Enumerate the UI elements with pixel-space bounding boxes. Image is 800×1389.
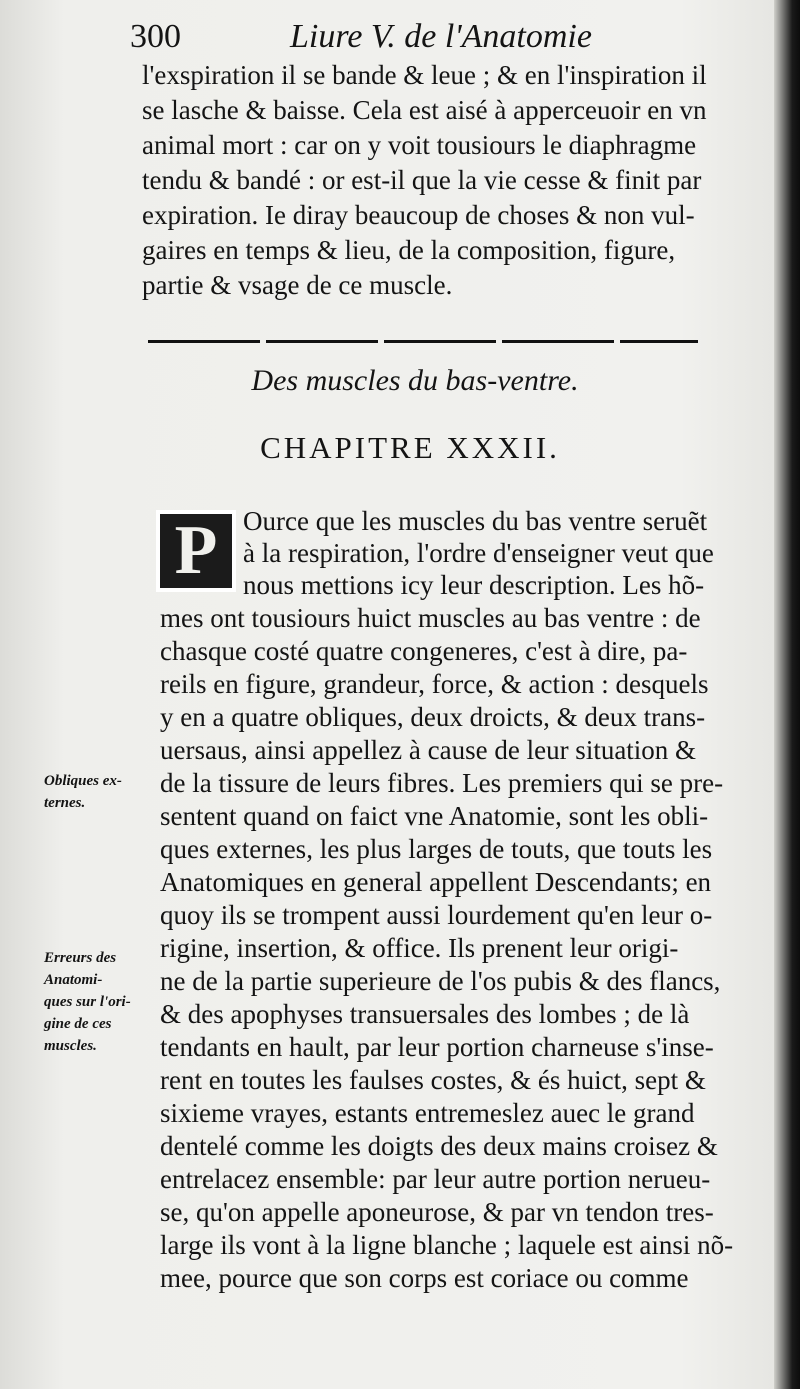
text-line: rigine, insertion, & office. Ils prenent leur origi- [160,933,679,963]
text-line: sixieme vrayes, estants entremeslez auec le grand [160,1098,695,1128]
page-number: 300 [130,18,181,55]
text-line: rent en toutes les faulses costes, & és huict, sept & [160,1065,706,1095]
margin-note-line: gine de ces [44,1016,112,1032]
text-line: ques externes, les plus larges de touts, que touts les [160,834,713,864]
text-line: se lasche & baisse. Cela est aisé à apperceuoir en vn [142,95,707,125]
text-line: dentelé comme les doigts des deux mains croisez & [160,1131,718,1161]
text-line: se, qu'on appelle aponeurose, & par vn tendon tres- [160,1197,714,1227]
margin-note-erreurs [44,947,156,1057]
margin-note-line: Erreurs des [44,950,117,966]
text-line: à la respiration, l'ordre d'enseigner veut que [243,538,714,568]
text-line: partie & vsage de ce muscle. [142,270,453,300]
section-divider-rule [148,340,698,343]
text-line: tendants en hault, par leur portion charneuse s'inse- [160,1032,714,1062]
text-line: expiration. Ie diray beaucoup de choses & non vul- [142,200,695,230]
text-line: animal mort : car on y voit tousiours le diaphragme [142,130,697,160]
text-line: l'exspiration il se bande & leue ; & en l'inspiration il [142,60,707,90]
text-line: reils en figure, grandeur, force, & action : desquels [160,669,709,699]
running-head [130,18,690,62]
text-line: nous mettions icy leur description. Les hõ- [243,570,705,600]
margin-note-line: muscles. [44,1038,97,1054]
text-line: mee, pource que son corps est coriace ou comme [160,1263,689,1293]
text-line: ne de la partie superieure de l'os pubis & des flancs, [160,966,721,996]
text-line: gaires en temps & lieu, de la composition, figure, [142,235,676,265]
text-line: mes ont tousiours huict muscles au bas ventre : de [160,603,701,633]
text-line: tendu & bandé : or est-il que la vie cesse & finit par [142,165,702,195]
margin-note-line: Obliques ex- [44,773,122,789]
margin-note-line: Anatomi- [44,972,103,988]
text-line: uersaus, ainsi appellez à cause de leur situation & [160,735,697,765]
text-line: large ils vont à la ligne blanche ; laquele est ainsi nõ- [160,1230,734,1260]
text-line: entrelacez ensemble: par leur autre portion nerueu- [160,1164,711,1194]
running-head-title: Liure V. de l'Anatomie [290,18,592,55]
margin-note-line: ques sur l'ori- [44,994,131,1010]
section-title: Des muscles du bas-ventre. [251,364,579,397]
chapter-heading: CHAPITRE XXXII. [260,430,560,465]
text-line: de la tissure de leurs fibres. Les premiers qui se pre- [160,768,724,798]
text-line: Anatomiques en general appellent Descendants; en [160,867,712,897]
text-line: quoy ils se trompent aussi lourdement qu'en leur o- [160,900,713,930]
text-line: sentent quand on faict vne Anatomie, sont les obli- [160,801,709,831]
text-line: y en a quatre obliques, deux droicts, & deux trans- [160,702,706,732]
text-line: Ource que les muscles du bas ventre seruẽt [243,506,708,536]
decorated-initial: P [156,510,236,592]
text-line: & des apophyses transuersales des lombes ; de là [160,999,690,1029]
text-line: chasque costé quatre congeneres, c'est à dire, pa- [160,636,688,666]
margin-note-obliques [44,770,156,814]
margin-note-line: ternes. [44,795,86,811]
